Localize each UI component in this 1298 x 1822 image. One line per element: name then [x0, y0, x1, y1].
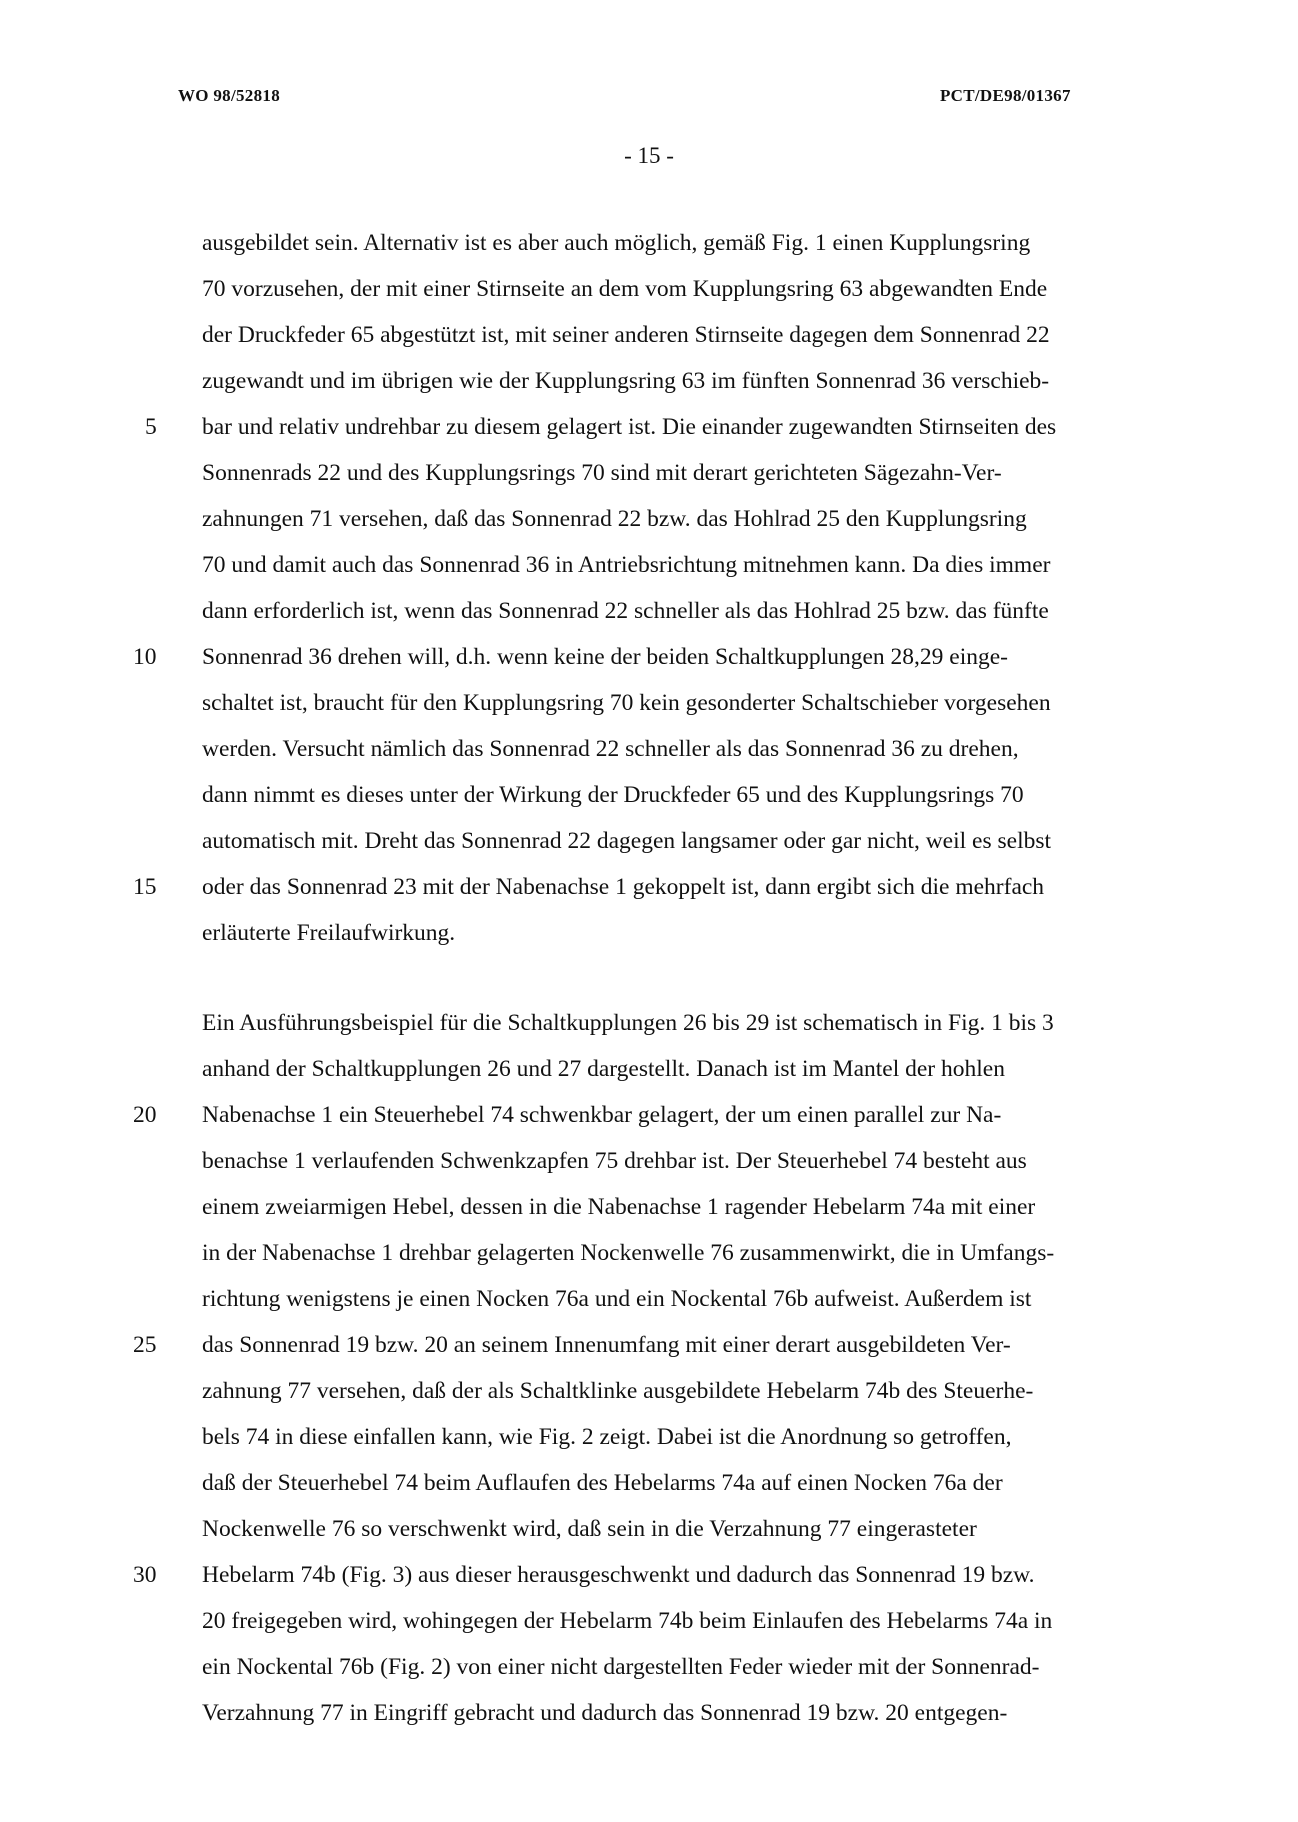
line-number: 10 [133, 644, 157, 670]
text-line: in der Nabenachse 1 drehbar gelagerten Nockenwelle 76 zusammenwirkt, die in Umfangs- [202, 1240, 1055, 1266]
text-line: einem zweiarmigen Hebel, dessen in die Nabenachse 1 ragender Hebelarm 74a mit einer [202, 1194, 1036, 1220]
text-line: werden. Versucht nämlich das Sonnenrad 22 schneller als das Sonnenrad 36 zu drehen, [202, 736, 1019, 762]
text-line: ausgebildet sein. Alternativ ist es aber auch möglich, gemäß Fig. 1 einen Kupplungsring [202, 230, 1031, 256]
text-line: schaltet ist, braucht für den Kupplungsring 70 kein gesonderter Schaltschieber vorgesehen [202, 690, 1051, 716]
text-line: richtung wenigstens je einen Nocken 76a und ein Nockental 76b aufweist. Außerdem ist [202, 1286, 1032, 1312]
line-number: 5 [145, 414, 157, 440]
text-line: dann erforderlich ist, wenn das Sonnenrad 22 schneller als das Hohlrad 25 bzw. das fünfte [202, 598, 1049, 624]
text-line: zugewandt und im übrigen wie der Kupplungsring 63 im fünften Sonnenrad 36 verschieb- [202, 368, 1050, 394]
text-line: Nabenachse 1 ein Steuerhebel 74 schwenkbar gelagert, der um einen parallel zur Na- [202, 1102, 1002, 1128]
line-number: 30 [133, 1562, 157, 1588]
text-line: dann nimmt es dieses unter der Wirkung der Druckfeder 65 und des Kupplungsrings 70 [202, 782, 1024, 808]
text-line: Verzahnung 77 in Eingriff gebracht und dadurch das Sonnenrad 19 bzw. 20 entgegen- [202, 1700, 1008, 1726]
publication-number: WO 98/52818 [178, 86, 280, 105]
text-line: Sonnenrad 36 drehen will, d.h. wenn keine der beiden Schaltkupplungen 28,29 einge- [202, 644, 1008, 670]
page-number: - 15 - [624, 143, 674, 168]
text-line: Nockenwelle 76 so verschwenkt wird, daß sein in die Verzahnung 77 eingerasteter [202, 1516, 977, 1542]
text-line: zahnungen 71 versehen, daß das Sonnenrad 22 bzw. das Hohlrad 25 den Kupplungsring [202, 506, 1027, 532]
text-line: zahnung 77 versehen, daß der als Schaltklinke ausgebildete Hebelarm 74b des Steuerhe- [202, 1378, 1034, 1404]
text-line: das Sonnenrad 19 bzw. 20 an seinem Innenumfang mit einer derart ausgebildeten Ver- [202, 1332, 1011, 1358]
text-line: automatisch mit. Dreht das Sonnenrad 22 dagegen langsamer oder gar nicht, weil es selbst [202, 828, 1052, 854]
text-line: bels 74 in diese einfallen kann, wie Fig. 2 zeigt. Dabei ist die Anordnung so getroffen, [202, 1424, 1012, 1450]
text-line: anhand der Schaltkupplungen 26 und 27 dargestellt. Danach ist im Mantel der hohlen [202, 1056, 1005, 1082]
line-number: 20 [133, 1102, 157, 1128]
line-number: 15 [133, 874, 157, 900]
text-line: der Druckfeder 65 abgestützt ist, mit seiner anderen Stirnseite dagegen dem Sonnenrad 22 [202, 322, 1050, 348]
text-line: Ein Ausführungsbeispiel für die Schaltkupplungen 26 bis 29 ist schematisch in Fig. 1 bis 3 [202, 1010, 1054, 1036]
text-line: benachse 1 verlaufenden Schwenkzapfen 75 drehbar ist. Der Steuerhebel 74 besteht aus [202, 1148, 1027, 1174]
text-line: 70 vorzusehen, der mit einer Stirnseite an dem vom Kupplungsring 63 abgewandten Ende [202, 276, 1048, 302]
text-line: 20 freigegeben wird, wohingegen der Hebelarm 74b beim Einlaufen des Hebelarms 74a in [202, 1608, 1053, 1634]
text-line: daß der Steuerhebel 74 beim Auflaufen des Hebelarms 74a auf einen Nocken 76a der [202, 1470, 1003, 1496]
text-line: oder das Sonnenrad 23 mit der Nabenachse 1 gekoppelt ist, dann ergibt sich die mehrfach [202, 874, 1045, 900]
text-line: bar und relativ undrehbar zu diesem gelagert ist. Die einander zugewandten Stirnseiten des [202, 414, 1057, 440]
text-line: erläuterte Freilaufwirkung. [202, 920, 456, 946]
text-line: ein Nockental 76b (Fig. 2) von einer nicht dargestellten Feder wieder mit der Sonnenrad- [202, 1654, 1040, 1680]
text-line: 70 und damit auch das Sonnenrad 36 in Antriebsrichtung mitnehmen kann. Da dies immer [202, 552, 1051, 578]
text-line: Sonnenrads 22 und des Kupplungsrings 70 sind mit derart gerichteten Sägezahn-Ver- [202, 460, 1002, 486]
line-number: 25 [133, 1332, 157, 1358]
text-line: Hebelarm 74b (Fig. 3) aus dieser herausgeschwenkt und dadurch das Sonnenrad 19 bzw. [202, 1562, 1035, 1588]
application-number: PCT/DE98/01367 [940, 86, 1071, 105]
